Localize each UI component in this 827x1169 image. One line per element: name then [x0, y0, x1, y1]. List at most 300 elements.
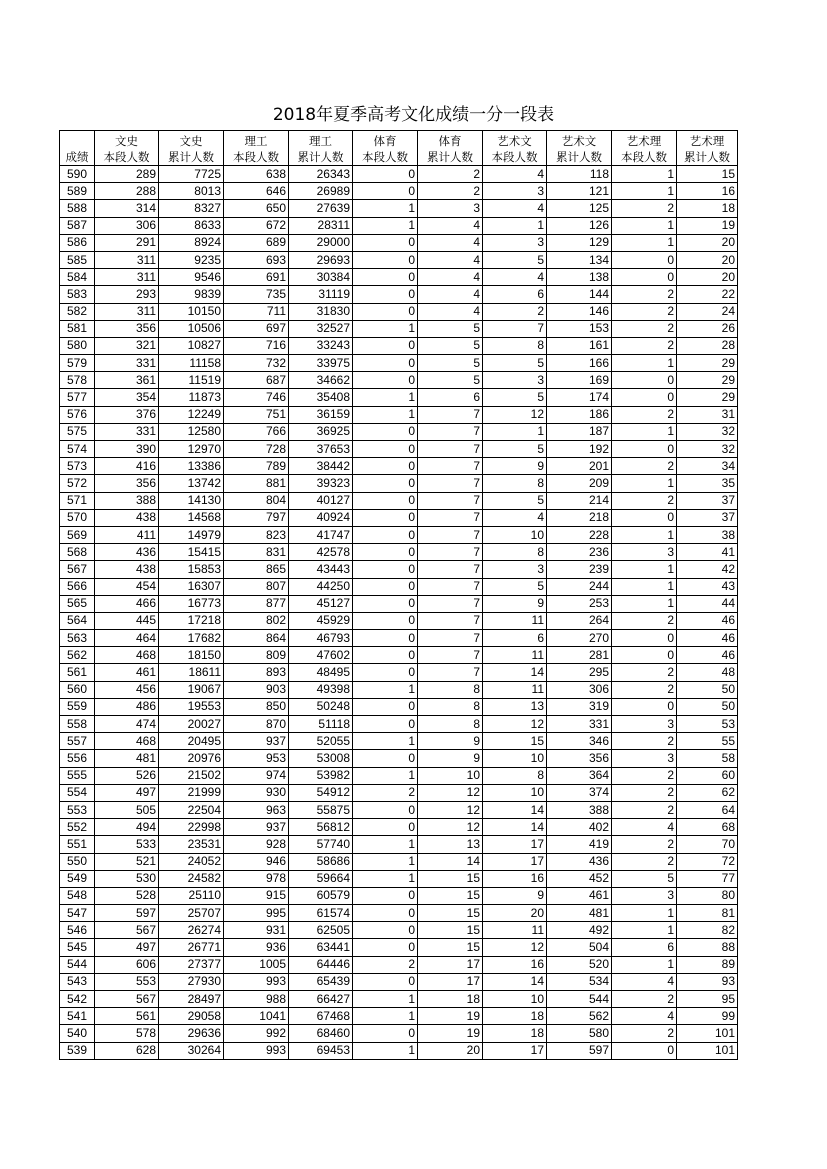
count-cell: 0 [353, 337, 418, 354]
table-row [60, 595, 738, 612]
column-header-group: 体育 [438, 134, 462, 148]
score-cell: 582 [60, 303, 95, 320]
count-cell: 1 [353, 853, 418, 870]
count-cell: 101 [677, 1042, 738, 1059]
count-cell: 89 [677, 956, 738, 973]
count-cell: 126 [547, 217, 612, 234]
count-cell: 995 [224, 905, 289, 922]
score-cell: 562 [60, 647, 95, 664]
count-cell: 0 [612, 251, 677, 268]
count-cell: 2 [612, 492, 677, 509]
count-cell: 11873 [159, 389, 224, 406]
count-cell: 291 [95, 234, 159, 251]
count-cell: 26989 [289, 183, 353, 200]
table-row [60, 973, 738, 990]
count-cell: 209 [547, 475, 612, 492]
count-cell: 802 [224, 612, 289, 629]
count-cell: 580 [547, 1025, 612, 1042]
table-row [60, 166, 738, 183]
count-cell: 5 [483, 492, 547, 509]
count-cell: 0 [353, 441, 418, 458]
count-cell: 534 [547, 973, 612, 990]
count-cell: 732 [224, 355, 289, 372]
count-cell: 26274 [159, 922, 224, 939]
count-cell: 3 [483, 234, 547, 251]
count-cell: 264 [547, 612, 612, 629]
count-cell: 346 [547, 733, 612, 750]
count-cell: 80 [677, 887, 738, 904]
count-cell: 2 [612, 1025, 677, 1042]
column-header-group: 理工 [244, 134, 268, 148]
count-cell: 289 [95, 166, 159, 183]
count-cell: 7 [418, 526, 483, 543]
count-cell: 1 [612, 595, 677, 612]
count-cell: 1 [612, 578, 677, 595]
count-cell: 129 [547, 234, 612, 251]
count-cell: 28 [677, 337, 738, 354]
count-cell: 18 [677, 200, 738, 217]
count-cell: 804 [224, 492, 289, 509]
count-cell: 974 [224, 767, 289, 784]
count-cell: 166 [547, 355, 612, 372]
count-cell: 9 [483, 458, 547, 475]
table-row [60, 956, 738, 973]
count-cell: 6 [612, 939, 677, 956]
table-row [60, 733, 738, 750]
count-cell: 376 [95, 406, 159, 423]
count-cell: 31119 [289, 286, 353, 303]
count-cell: 10 [483, 991, 547, 1008]
count-cell: 4 [612, 1008, 677, 1025]
column-header-group: 文史 [179, 134, 203, 148]
table-row [60, 183, 738, 200]
table-row [60, 750, 738, 767]
column-header-label: 本段人数 [233, 150, 279, 164]
count-cell: 306 [95, 217, 159, 234]
count-cell: 850 [224, 698, 289, 715]
count-cell: 2 [353, 784, 418, 801]
count-cell: 1 [353, 991, 418, 1008]
table-header [60, 131, 738, 166]
table-row [60, 578, 738, 595]
count-cell: 15 [418, 887, 483, 904]
count-cell: 12 [483, 939, 547, 956]
count-cell: 2 [612, 406, 677, 423]
count-cell: 628 [95, 1042, 159, 1059]
score-cell: 550 [60, 853, 95, 870]
column-header-label: 本段人数 [362, 150, 408, 164]
count-cell: 82 [677, 922, 738, 939]
count-cell: 8 [418, 681, 483, 698]
table-row [60, 905, 738, 922]
count-cell: 186 [547, 406, 612, 423]
score-cell: 575 [60, 423, 95, 440]
count-cell: 8 [418, 716, 483, 733]
score-cell: 576 [60, 406, 95, 423]
count-cell: 2 [612, 733, 677, 750]
count-cell: 5 [418, 320, 483, 337]
count-cell: 62505 [289, 922, 353, 939]
table-row [60, 355, 738, 372]
score-cell: 540 [60, 1025, 95, 1042]
count-cell: 438 [95, 561, 159, 578]
count-cell: 544 [547, 991, 612, 1008]
score-cell: 543 [60, 973, 95, 990]
count-cell: 361 [95, 372, 159, 389]
count-cell: 1 [353, 836, 418, 853]
score-cell: 583 [60, 286, 95, 303]
score-cell: 542 [60, 991, 95, 1008]
count-cell: 0 [612, 1042, 677, 1059]
count-cell: 57740 [289, 836, 353, 853]
table-row [60, 681, 738, 698]
count-cell: 72 [677, 853, 738, 870]
count-cell: 2 [612, 303, 677, 320]
count-cell: 3 [612, 887, 677, 904]
count-cell: 8 [483, 767, 547, 784]
table-row [60, 922, 738, 939]
count-cell: 1 [353, 200, 418, 217]
count-cell: 466 [95, 595, 159, 612]
score-cell: 551 [60, 836, 95, 853]
count-cell: 55875 [289, 801, 353, 818]
count-cell: 7 [418, 458, 483, 475]
count-cell: 0 [353, 423, 418, 440]
count-cell: 14 [483, 664, 547, 681]
count-cell: 10 [418, 767, 483, 784]
count-cell: 5 [483, 355, 547, 372]
count-cell: 13742 [159, 475, 224, 492]
count-cell: 452 [547, 870, 612, 887]
count-cell: 0 [612, 269, 677, 286]
column-header-group: 理工 [309, 134, 332, 148]
table-row [60, 509, 738, 526]
count-cell: 32 [677, 441, 738, 458]
count-cell: 20 [418, 1042, 483, 1059]
score-cell: 545 [60, 939, 95, 956]
count-cell: 58686 [289, 853, 353, 870]
count-cell: 0 [353, 303, 418, 320]
count-cell: 388 [547, 801, 612, 818]
count-cell: 474 [95, 716, 159, 733]
count-cell: 236 [547, 544, 612, 561]
count-cell: 4 [483, 269, 547, 286]
count-cell: 201 [547, 458, 612, 475]
count-cell: 946 [224, 853, 289, 870]
count-cell: 14 [483, 819, 547, 836]
count-cell: 751 [224, 406, 289, 423]
count-cell: 0 [353, 647, 418, 664]
count-cell: 24582 [159, 870, 224, 887]
count-cell: 35 [677, 475, 738, 492]
score-cell: 541 [60, 1008, 95, 1025]
score-cell: 587 [60, 217, 95, 234]
count-cell: 492 [547, 922, 612, 939]
count-cell: 20495 [159, 733, 224, 750]
count-cell: 2 [612, 801, 677, 818]
count-cell: 1 [612, 234, 677, 251]
count-cell: 4 [418, 217, 483, 234]
count-cell: 1 [483, 423, 547, 440]
score-cell: 564 [60, 612, 95, 629]
count-cell: 374 [547, 784, 612, 801]
count-cell: 30384 [289, 269, 353, 286]
count-cell: 5 [418, 337, 483, 354]
count-cell: 295 [547, 664, 612, 681]
count-cell: 419 [547, 836, 612, 853]
column-header-label: 累计人数 [168, 150, 214, 164]
count-cell: 68 [677, 819, 738, 836]
column-header [612, 131, 677, 166]
count-cell: 2 [353, 956, 418, 973]
count-cell: 0 [612, 509, 677, 526]
count-cell: 497 [95, 784, 159, 801]
score-cell: 569 [60, 526, 95, 543]
count-cell: 915 [224, 887, 289, 904]
count-cell: 0 [353, 372, 418, 389]
count-cell: 37 [677, 492, 738, 509]
column-header [159, 131, 224, 166]
count-cell: 288 [95, 183, 159, 200]
count-cell: 0 [353, 595, 418, 612]
count-cell: 0 [353, 355, 418, 372]
count-cell: 0 [353, 664, 418, 681]
table-row [60, 767, 738, 784]
count-cell: 4 [418, 251, 483, 268]
count-cell: 481 [547, 905, 612, 922]
count-cell: 19067 [159, 681, 224, 698]
count-cell: 17682 [159, 630, 224, 647]
count-cell: 9235 [159, 251, 224, 268]
count-cell: 931 [224, 922, 289, 939]
count-cell: 14 [483, 973, 547, 990]
count-cell: 21502 [159, 767, 224, 784]
count-cell: 63441 [289, 939, 353, 956]
count-cell: 17 [483, 853, 547, 870]
count-cell: 1 [612, 905, 677, 922]
count-cell: 865 [224, 561, 289, 578]
count-cell: 0 [353, 612, 418, 629]
count-cell: 45929 [289, 612, 353, 629]
count-cell: 11 [483, 612, 547, 629]
count-cell: 0 [353, 251, 418, 268]
count-cell: 646 [224, 183, 289, 200]
count-cell: 4 [418, 234, 483, 251]
count-cell: 7 [418, 647, 483, 664]
table-row [60, 423, 738, 440]
count-cell: 12 [418, 784, 483, 801]
count-cell: 70 [677, 836, 738, 853]
count-cell: 15 [418, 905, 483, 922]
table-row [60, 836, 738, 853]
count-cell: 693 [224, 251, 289, 268]
count-cell: 3 [483, 561, 547, 578]
count-cell: 12249 [159, 406, 224, 423]
count-cell: 18 [418, 991, 483, 1008]
count-cell: 66427 [289, 991, 353, 1008]
count-cell: 244 [547, 578, 612, 595]
count-cell: 61574 [289, 905, 353, 922]
count-cell: 7 [418, 423, 483, 440]
count-cell: 356 [95, 475, 159, 492]
table-row [60, 819, 738, 836]
count-cell: 456 [95, 681, 159, 698]
page-title: 2018年夏季高考文化成绩一分一段表 [272, 105, 555, 125]
count-cell: 218 [547, 509, 612, 526]
count-cell: 8327 [159, 200, 224, 217]
count-cell: 9 [418, 750, 483, 767]
column-header-group: 艺术文 [561, 134, 597, 148]
score-cell: 555 [60, 767, 95, 784]
count-cell: 687 [224, 372, 289, 389]
count-cell: 7 [418, 595, 483, 612]
count-cell: 134 [547, 251, 612, 268]
count-cell: 12580 [159, 423, 224, 440]
count-cell: 438 [95, 509, 159, 526]
count-cell: 3 [612, 716, 677, 733]
score-cell: 585 [60, 251, 95, 268]
count-cell: 809 [224, 647, 289, 664]
table-row [60, 372, 738, 389]
count-cell: 567 [95, 991, 159, 1008]
count-cell: 1 [353, 406, 418, 423]
count-cell: 7 [418, 492, 483, 509]
column-header-label: 本段人数 [491, 150, 538, 164]
count-cell: 1 [353, 1008, 418, 1025]
count-cell: 67468 [289, 1008, 353, 1025]
count-cell: 1 [612, 475, 677, 492]
count-cell: 2 [612, 612, 677, 629]
count-cell: 41 [677, 544, 738, 561]
count-cell: 16307 [159, 578, 224, 595]
count-cell: 0 [353, 887, 418, 904]
count-cell: 88 [677, 939, 738, 956]
count-cell: 528 [95, 887, 159, 904]
table-row [60, 251, 738, 268]
count-cell: 2 [612, 664, 677, 681]
count-cell: 18 [483, 1025, 547, 1042]
count-cell: 0 [612, 372, 677, 389]
count-cell: 711 [224, 303, 289, 320]
count-cell: 18611 [159, 664, 224, 681]
count-cell: 28311 [289, 217, 353, 234]
count-cell: 0 [353, 286, 418, 303]
count-cell: 16 [483, 870, 547, 887]
count-cell: 23531 [159, 836, 224, 853]
score-cell: 566 [60, 578, 95, 595]
count-cell: 319 [547, 698, 612, 715]
count-cell: 29 [677, 372, 738, 389]
count-cell: 14 [418, 853, 483, 870]
count-cell: 2 [612, 991, 677, 1008]
count-cell: 26 [677, 320, 738, 337]
score-cell: 559 [60, 698, 95, 715]
count-cell: 672 [224, 217, 289, 234]
count-cell: 10 [483, 526, 547, 543]
count-cell: 561 [95, 1008, 159, 1025]
count-cell: 144 [547, 286, 612, 303]
table-row [60, 870, 738, 887]
count-cell: 12970 [159, 441, 224, 458]
count-cell: 10150 [159, 303, 224, 320]
count-cell: 481 [95, 750, 159, 767]
count-cell: 0 [353, 269, 418, 286]
count-cell: 169 [547, 372, 612, 389]
table-row [60, 269, 738, 286]
count-cell: 24052 [159, 853, 224, 870]
column-header-label: 成绩 [65, 150, 89, 164]
count-cell: 15 [418, 939, 483, 956]
count-cell: 34 [677, 458, 738, 475]
count-cell: 530 [95, 870, 159, 887]
count-cell: 38 [677, 526, 738, 543]
count-cell: 0 [612, 647, 677, 664]
count-cell: 526 [95, 767, 159, 784]
score-cell: 546 [60, 922, 95, 939]
count-cell: 3 [483, 372, 547, 389]
count-cell: 0 [353, 458, 418, 475]
count-cell: 13386 [159, 458, 224, 475]
count-cell: 0 [353, 561, 418, 578]
count-cell: 992 [224, 1025, 289, 1042]
count-cell: 1 [353, 767, 418, 784]
count-cell: 454 [95, 578, 159, 595]
column-header [95, 131, 159, 166]
count-cell: 20 [483, 905, 547, 922]
count-cell: 881 [224, 475, 289, 492]
count-cell: 4 [483, 166, 547, 183]
count-cell: 1 [612, 166, 677, 183]
count-cell: 354 [95, 389, 159, 406]
count-cell: 7 [418, 475, 483, 492]
count-cell: 0 [353, 475, 418, 492]
count-cell: 38442 [289, 458, 353, 475]
column-header [60, 131, 95, 166]
count-cell: 64446 [289, 956, 353, 973]
count-cell: 1 [612, 423, 677, 440]
column-header-group: 艺术理 [689, 134, 725, 148]
count-cell: 893 [224, 664, 289, 681]
count-cell: 464 [95, 630, 159, 647]
count-cell: 937 [224, 733, 289, 750]
count-cell: 311 [95, 251, 159, 268]
count-cell: 306 [547, 681, 612, 698]
count-cell: 15 [418, 922, 483, 939]
count-cell: 9 [418, 733, 483, 750]
count-cell: 364 [547, 767, 612, 784]
count-cell: 53008 [289, 750, 353, 767]
column-header-group: 文史 [115, 134, 138, 148]
count-cell: 27930 [159, 973, 224, 990]
count-cell: 936 [224, 939, 289, 956]
count-cell: 22998 [159, 819, 224, 836]
table-row [60, 492, 738, 509]
count-cell: 20 [677, 234, 738, 251]
score-cell: 584 [60, 269, 95, 286]
count-cell: 978 [224, 870, 289, 887]
column-header [224, 131, 289, 166]
table-row [60, 234, 738, 251]
count-cell: 31830 [289, 303, 353, 320]
count-cell: 486 [95, 698, 159, 715]
count-cell: 12 [483, 716, 547, 733]
count-cell: 1 [353, 389, 418, 406]
count-cell: 28497 [159, 991, 224, 1008]
score-cell: 561 [60, 664, 95, 681]
count-cell: 0 [353, 544, 418, 561]
score-cell: 589 [60, 183, 95, 200]
score-cell: 571 [60, 492, 95, 509]
